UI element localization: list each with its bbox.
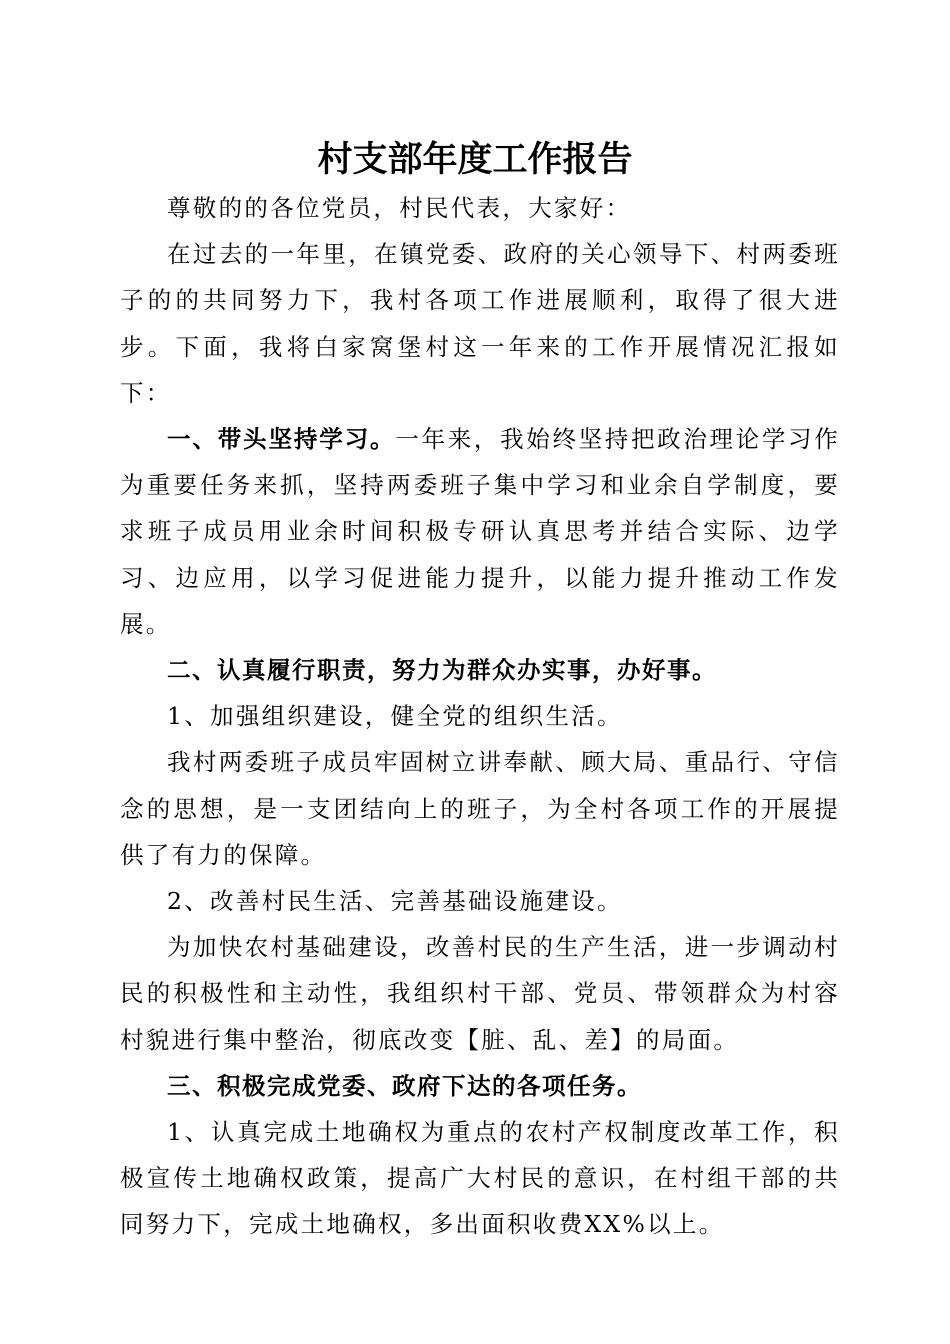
section-1-heading: 一、带头坚持学习。 xyxy=(167,425,396,454)
section-2-heading: 二、认真履行职责，努力为群众办实事，办好事。 xyxy=(167,656,717,685)
section-2-item-1-body: 我村两委班子成员牢固树立讲奉献、顾大局、重品行、守信念的思想，是一支团结向上的班子，为全村各项工作的开展提供了有力的保障。 xyxy=(120,748,840,869)
intro-paragraph: 在过去的一年里，在镇党委、政府的关心领导下、村两委班子的的共同努力下，我村各项工作进展顺利，取得了很大进步。下面，我将白家窝堡村这一年来的工作开展情况汇报如下： xyxy=(120,240,840,407)
section-2-item-1-title: 1、加强组织建设，健全党的组织生活。 xyxy=(167,702,623,731)
document-body xyxy=(120,185,840,1248)
section-1-body: 一年来，我始终坚持把政治理论学习作为重要任务来抓，坚持两委班子集中学习和业余自学制度，要求班子成员用业余时间积极专研认真思考并结合实际、边学习、边应用，以学习促进能力提升，以能力提升推动工作发展。 xyxy=(120,425,841,638)
greeting-paragraph: 尊敬的的各位党员，村民代表，大家好： xyxy=(167,194,632,222)
section-2-item-2-body: 为加快农村基础建设，改善村民的生产生活，进一步调动村民的积极性和主动性，我组织村干部、党员、带领群众为村容村貌进行集中整治，彻底改变【脏、乱、差】的局面。 xyxy=(120,933,840,1054)
section-1-paragraph xyxy=(120,416,840,647)
document-title: 村支部年度工作报告 xyxy=(317,139,633,180)
section-2-item-2-title: 2、改善村民生活、完善基础设施建设。 xyxy=(167,887,623,916)
section-3-heading: 三、积极完成党委、政府下达的各项任务。 xyxy=(167,1071,642,1100)
section-3-item-1-body: 1、认真完成土地确权为重点的农村产权制度改革工作，积极宣传土地确权政策，提高广大村民的意识，在村组干部的共同努力下，完成土地确权，多出面积收费XX%以上。 xyxy=(120,1118,840,1239)
